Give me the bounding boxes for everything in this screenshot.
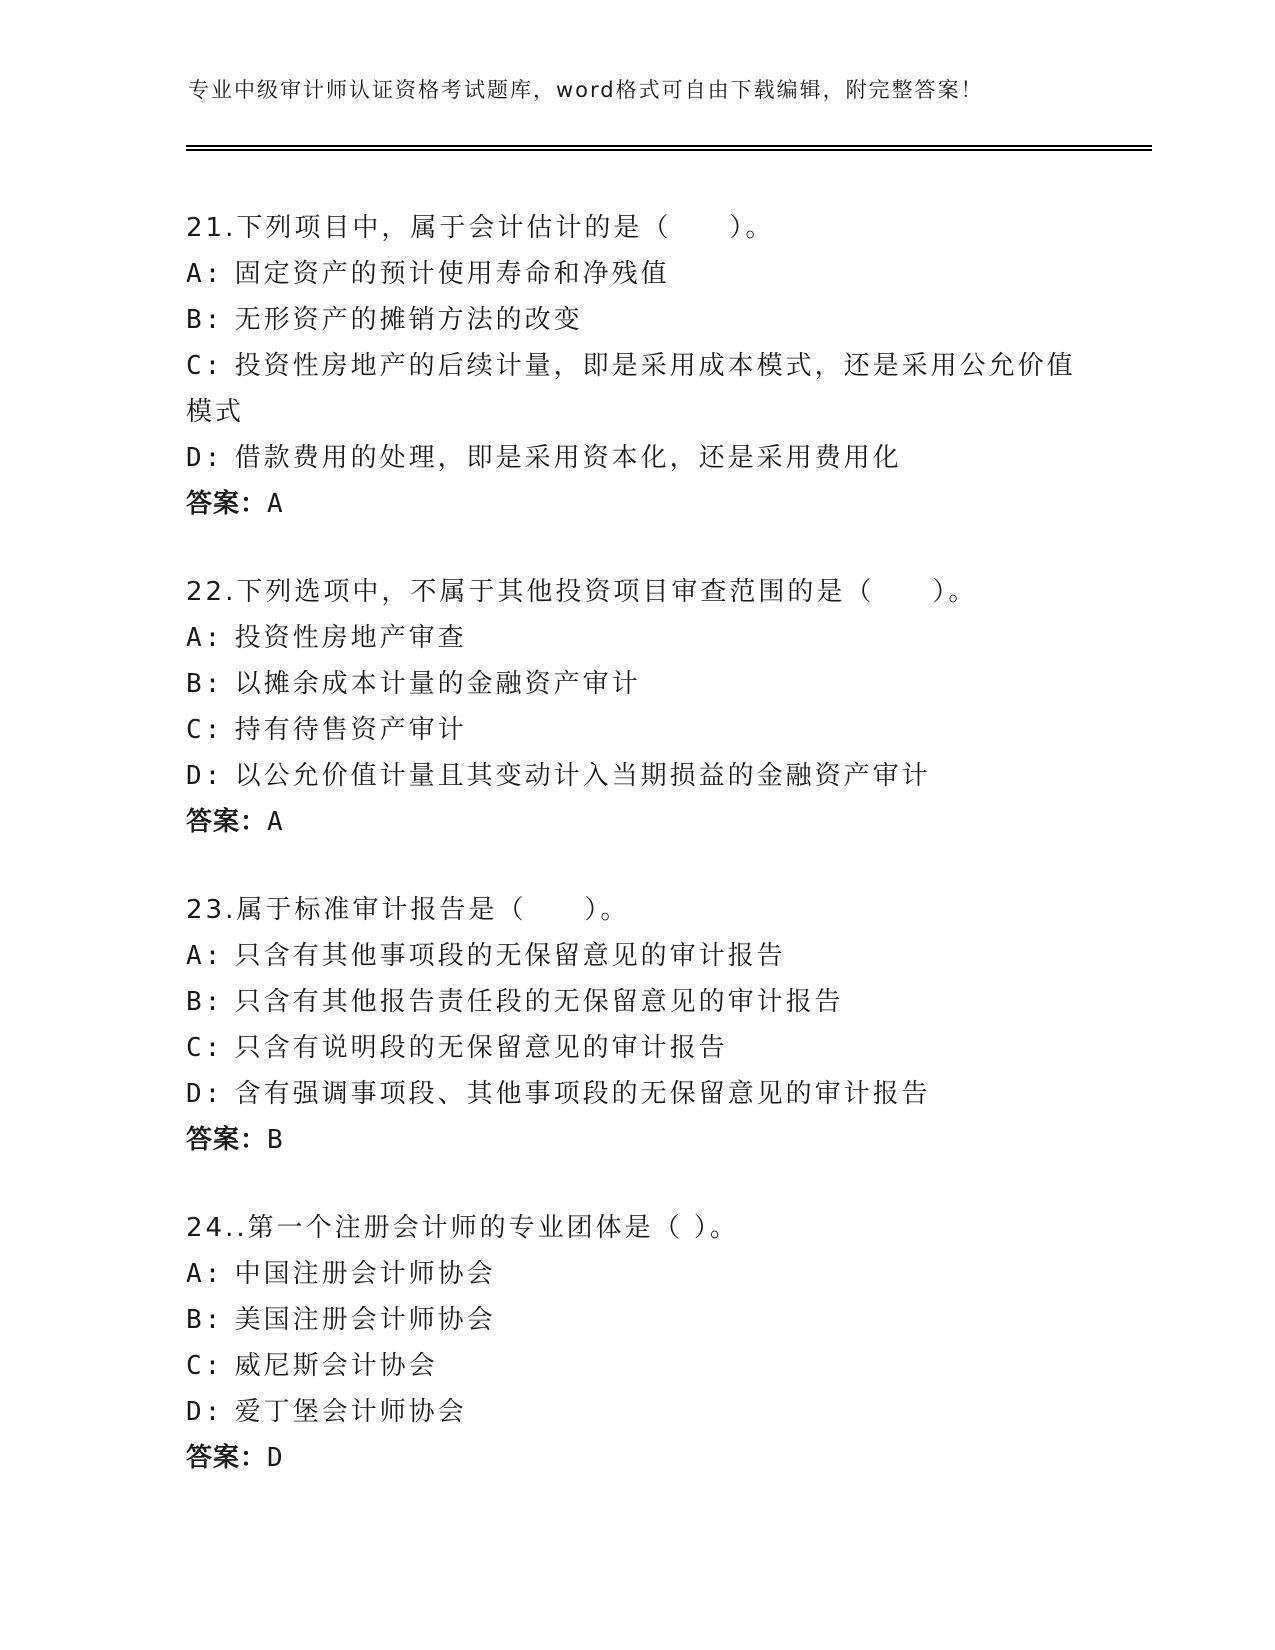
- option-letter: D:: [186, 761, 224, 791]
- answer-line: [186, 1435, 1086, 1481]
- option-letter: A:: [186, 1259, 224, 1289]
- header-divider: [186, 145, 1152, 151]
- option-text: 威尼斯会计协会: [234, 1351, 438, 1381]
- option-text: 投资性房地产的后续计量，即是采用成本模式，还是采用公允价值模式: [186, 351, 1076, 427]
- option-letter: A:: [186, 623, 224, 653]
- option-text: 只含有其他报告责任段的无保留意见的审计报告: [234, 987, 844, 1017]
- option-letter: B:: [186, 1305, 224, 1335]
- question-22: [186, 569, 1086, 845]
- answer-label: 答案：: [186, 1443, 268, 1473]
- option-letter: B:: [186, 669, 224, 699]
- option-b: [186, 1297, 1086, 1343]
- option-c: [186, 343, 1086, 435]
- option-letter: B:: [186, 305, 224, 335]
- option-letter: A:: [186, 941, 224, 971]
- question-list: [186, 205, 1086, 1523]
- answer-label: 答案：: [186, 1125, 268, 1155]
- answer-line: [186, 799, 1086, 845]
- option-c: [186, 707, 1086, 753]
- option-letter: D:: [186, 1397, 224, 1427]
- option-letter: D:: [186, 1079, 224, 1109]
- option-letter: A:: [186, 259, 224, 289]
- option-letter: C:: [186, 1033, 224, 1063]
- question-stem: 21.下列项目中，属于会计估计的是（ ）。: [186, 213, 775, 243]
- question-stem: 24..第一个注册会计师的专业团体是（ ）。: [186, 1213, 739, 1243]
- answer-value: A: [267, 489, 284, 519]
- answer-label: 答案：: [186, 489, 268, 519]
- option-b: [186, 661, 1086, 707]
- option-letter: B:: [186, 987, 224, 1017]
- option-text: 只含有说明段的无保留意见的审计报告: [234, 1033, 728, 1063]
- answer-label: 答案：: [186, 807, 268, 837]
- option-text: 固定资产的预计使用寿命和净残值: [234, 259, 670, 289]
- option-d: [186, 1071, 1086, 1117]
- option-letter: C:: [186, 351, 224, 381]
- question-23: [186, 887, 1086, 1163]
- option-text: 美国注册会计师协会: [234, 1305, 496, 1335]
- option-a: [186, 251, 1086, 297]
- option-d: [186, 1389, 1086, 1435]
- option-text: 以公允价值计量且其变动计入当期损益的金融资产审计: [234, 761, 931, 791]
- option-a: [186, 933, 1086, 979]
- page-header: 专业中级审计师认证资格考试题库，word格式可自由下载编辑，附完整答案！: [188, 78, 984, 102]
- option-c: [186, 1025, 1086, 1071]
- option-letter: C:: [186, 715, 224, 745]
- option-c: [186, 1343, 1086, 1389]
- option-text: 中国注册会计师协会: [234, 1259, 496, 1289]
- option-text: 含有强调事项段、其他事项段的无保留意见的审计报告: [234, 1079, 931, 1109]
- answer-line: [186, 1117, 1086, 1163]
- option-text: 投资性房地产审查: [234, 623, 467, 653]
- option-text: 只含有其他事项段的无保留意见的审计报告: [234, 941, 786, 971]
- option-text: 爱丁堡会计师协会: [234, 1397, 467, 1427]
- option-b: [186, 979, 1086, 1025]
- answer-value: B: [267, 1125, 284, 1155]
- question-stem: 22.下列选项中，不属于其他投资项目审查范围的是（ ）。: [186, 577, 978, 607]
- option-a: [186, 1251, 1086, 1297]
- question-stem: 23.属于标准审计报告是（ ）。: [186, 895, 630, 925]
- question-21: [186, 205, 1086, 527]
- option-text: 借款费用的处理，即是采用资本化，还是采用费用化: [234, 443, 902, 473]
- option-letter: C:: [186, 1351, 224, 1381]
- option-d: [186, 753, 1086, 799]
- answer-value: D: [267, 1443, 284, 1473]
- option-text: 持有待售资产审计: [234, 715, 467, 745]
- option-b: [186, 297, 1086, 343]
- option-d: [186, 435, 1086, 481]
- option-text: 无形资产的摊销方法的改变: [234, 305, 583, 335]
- question-24: [186, 1205, 1086, 1481]
- answer-value: A: [267, 807, 284, 837]
- answer-line: [186, 481, 1086, 527]
- option-a: [186, 615, 1086, 661]
- option-letter: D:: [186, 443, 224, 473]
- option-text: 以摊余成本计量的金融资产审计: [234, 669, 641, 699]
